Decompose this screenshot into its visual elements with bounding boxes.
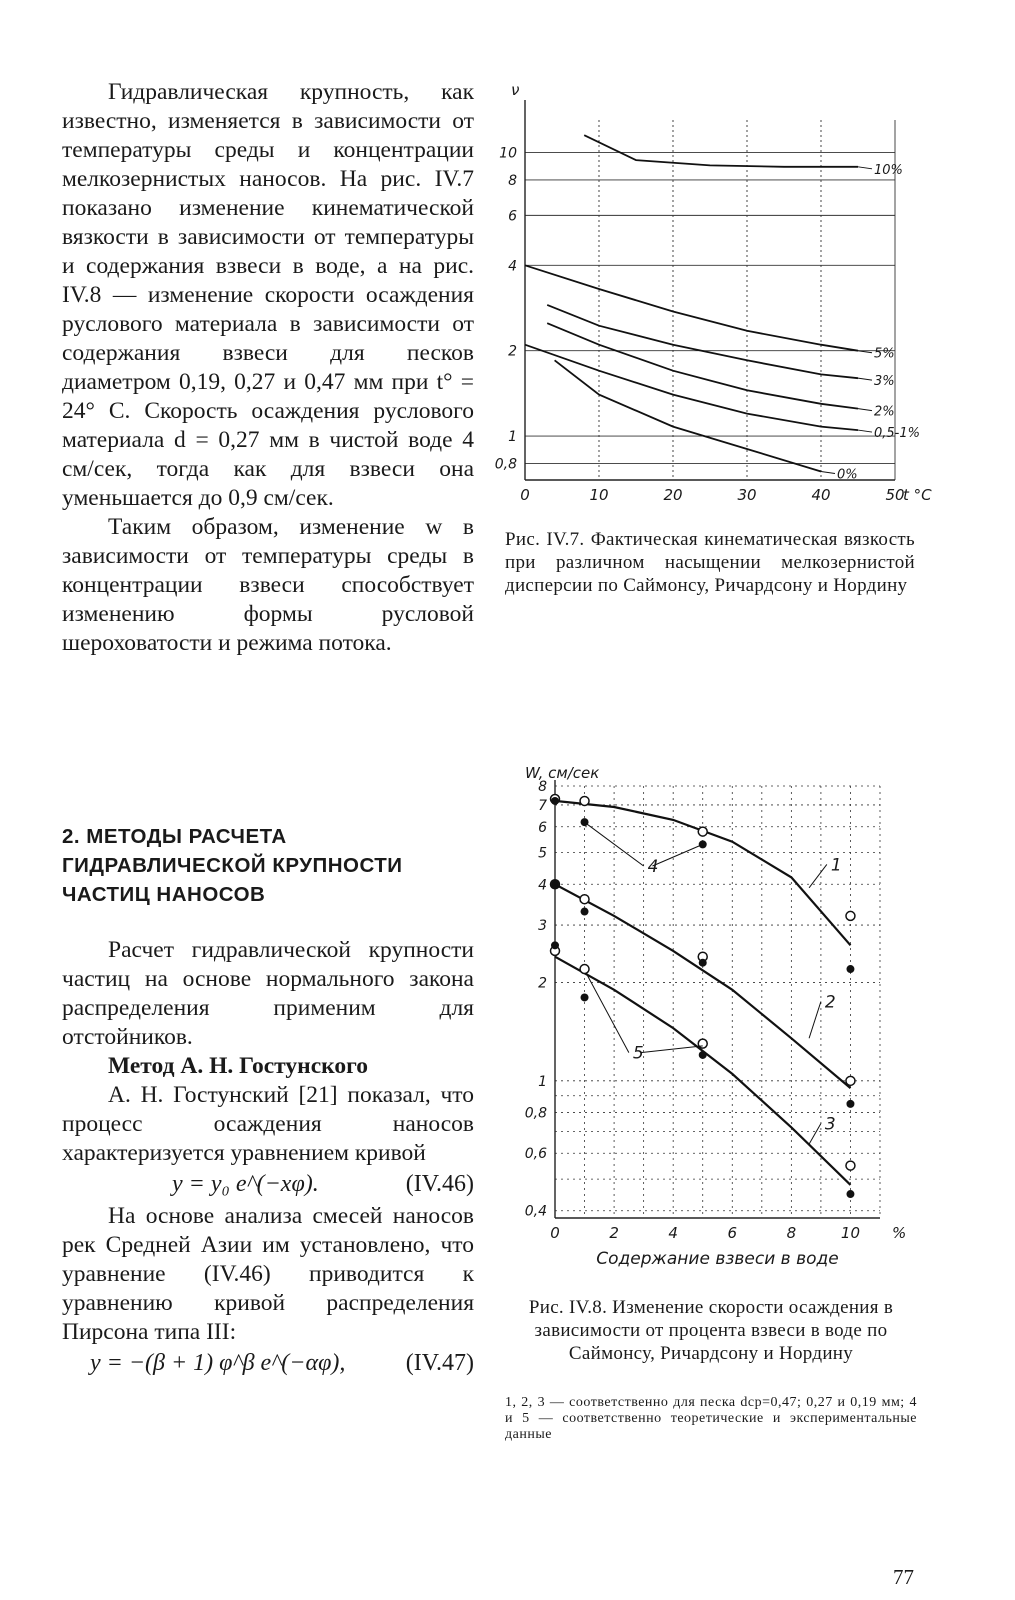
annotation-leader <box>809 1124 821 1145</box>
theoretical-point <box>846 1161 855 1170</box>
experimental-point <box>551 797 559 805</box>
y-tick-label: 6 <box>508 208 517 225</box>
y-tick-label: 0,4 <box>524 1203 547 1220</box>
x-axis-label: t °C <box>903 486 932 504</box>
x-axis-label: Содержание взвеси в воде <box>596 1249 839 1269</box>
experimental-point <box>551 880 559 888</box>
series-leader <box>821 472 835 474</box>
annotation-label: 1 <box>830 855 842 876</box>
y-tick-label: 1 <box>508 429 517 446</box>
figure-note: 1, 2, 3 — соответственно для песка dср=0,47; 0,27 и 0,19 мм; 4 и 5 — соответственно теоретические и экспериментальные данные <box>505 1395 917 1442</box>
x-tick-label: 8 <box>786 1224 797 1242</box>
y-tick-label: 10 <box>499 145 517 162</box>
y-tick-label: 7 <box>538 797 547 814</box>
annotation-label: 5 <box>632 1043 644 1064</box>
experimental-point <box>551 941 559 949</box>
x-tick-label: 20 <box>663 486 683 504</box>
equation-number: (IV.47) <box>405 1350 474 1376</box>
y-tick-label: 0,8 <box>524 1105 547 1122</box>
series-line <box>584 135 858 167</box>
heading-line: ЧАСТИЦ НАНОСОВ <box>62 883 266 906</box>
y-tick-label: 2 <box>538 975 547 992</box>
x-tick-label: 30 <box>737 486 757 504</box>
settling-velocity-chart <box>500 758 920 1278</box>
equation-formula: y = y₀ e^(−xφ). <box>172 1171 319 1197</box>
experimental-point <box>699 959 707 967</box>
method-title: Метод А. Н. Гостунского <box>108 1053 368 1079</box>
paragraph: Гидравлическая крупность, как известно, изменяется в зависимости от температуры среды и концентрации мелкозернистых наносов. На рис. IV.7 показано изменение кинематической вязкости в зависимости от температуры и содержания взвеси в воде, а на рис. IV.8 — изменение скорости осаждения руслового материала в зависимости от содержания взвеси для песков диаметром 0,19, 0,27 и 0,47 мм при t° = 24° С. Скорость осаждения руслового материала d = 0,27 мм в чистой воде 4 см/сек, тогда как для взвеси она уменьшается до 0,9 см/сек. <box>62 79 474 511</box>
annotation-leader <box>809 1001 821 1038</box>
series-label: 0% <box>837 467 858 483</box>
series-leader <box>858 378 872 380</box>
x-tick-label: 6 <box>727 1224 738 1242</box>
annotation-leader <box>641 1046 703 1053</box>
x-tick-label: 4 <box>668 1224 678 1242</box>
theoretical-point <box>698 1039 707 1048</box>
series-label: 10% <box>874 162 903 178</box>
annotation-label: 4 <box>647 857 659 878</box>
theoretical-point <box>698 827 707 836</box>
experimental-point <box>846 1190 854 1198</box>
experimental-point <box>846 1100 854 1108</box>
annotation-label: 2 <box>824 992 836 1013</box>
x-tick-label: 0 <box>520 486 530 504</box>
experimental-point <box>699 840 707 848</box>
series-label: 3% <box>874 374 895 390</box>
figure-caption: Рис. IV.7. Фактическая кинематическая вязкость при различном насыщении мелкозернистой дисперсии по Саймонсу, Ричардсону и Нордину <box>505 529 915 596</box>
theoretical-point <box>580 965 589 974</box>
y-tick-label: 8 <box>538 779 547 795</box>
annotation-label: 3 <box>824 1114 836 1135</box>
series-leader <box>858 409 872 411</box>
series-label: 0,5-1% <box>874 426 920 442</box>
y-tick-label: 4 <box>508 258 517 275</box>
series-line <box>525 345 858 430</box>
experimental-point <box>581 993 589 1001</box>
page-number: 77 <box>893 1565 914 1589</box>
experimental-point <box>699 1051 707 1059</box>
section-heading <box>62 822 482 909</box>
heading-line: 2. МЕТОДЫ РАСЧЕТА <box>62 825 287 848</box>
y-tick-label: 1 <box>538 1073 547 1090</box>
series-label: 2% <box>874 404 895 420</box>
y-tick-label: 0,8 <box>495 456 517 473</box>
section-body <box>62 936 474 1381</box>
y-tick-label: 4 <box>538 877 547 894</box>
equation-formula: y = −(β + 1) φ^β e^(−αφ), <box>90 1350 346 1376</box>
paragraph: На основе анализа смесей наносов рек Средней Азии им установлено, что уравнение (IV.46) приводится к уравнению кривой распределения Пирсона типа III: <box>62 1203 474 1345</box>
equation <box>62 1168 474 1202</box>
series-leader <box>858 430 872 432</box>
figure-caption: Рис. IV.8. Изменение скорости осаждения в зависимости от процента взвеси в воде по Саймонсу, Ричардсону и Нордину <box>528 1297 894 1364</box>
paragraph: А. Н. Гостунский [21] показал, что процесс осаждения наносов характеризуется уравнением кривой <box>62 1082 474 1166</box>
theoretical-point <box>846 911 855 920</box>
series-line <box>525 265 858 350</box>
viscosity-chart <box>495 75 935 505</box>
experimental-point <box>846 965 854 973</box>
y-axis-label: W, см/сек <box>525 764 600 782</box>
equation-number: (IV.46) <box>405 1171 474 1197</box>
annotation-leader <box>653 844 703 866</box>
x-tick-label: 10 <box>589 486 609 504</box>
experimental-point <box>581 908 589 916</box>
y-tick-label: 0,6 <box>524 1146 547 1163</box>
series-label: 5% <box>874 346 895 362</box>
x-tick-label: 10 <box>840 1224 861 1242</box>
x-tick-label: 2 <box>609 1224 619 1242</box>
series-line <box>547 305 858 378</box>
paragraph: Расчет гидравлической крупности частиц на основе нормального закона распределения применим для отстойников. <box>62 937 474 1050</box>
theoretical-point <box>846 1076 855 1085</box>
series-line <box>555 360 821 471</box>
left-column <box>62 78 474 658</box>
paragraph: Таким образом, изменение w в зависимости от температуры среды в концентрации взвеси способствует изменению формы русловой шероховатости и режима потока. <box>62 514 474 656</box>
y-tick-label: 3 <box>538 918 547 935</box>
x-tick-label: 50 <box>885 486 905 504</box>
y-tick-label: 5 <box>538 845 547 862</box>
y-tick-label: 8 <box>508 172 517 189</box>
equation <box>62 1347 474 1381</box>
x-tick-label: 40 <box>811 486 831 504</box>
theoretical-point <box>580 796 589 805</box>
theoretical-point <box>580 895 589 904</box>
y-tick-label: 2 <box>508 343 517 360</box>
y-tick-label: 6 <box>538 819 547 836</box>
x-unit-label: % <box>892 1224 907 1242</box>
series-leader <box>858 167 872 169</box>
annotation-leader <box>588 824 644 866</box>
heading-line: ГИДРАВЛИЧЕСКОЙ КРУПНОСТИ <box>62 854 403 877</box>
x-tick-label: 0 <box>550 1224 560 1242</box>
y-axis-label: ν <box>511 81 520 99</box>
series-line <box>547 323 858 408</box>
annotation-leader <box>809 864 827 887</box>
